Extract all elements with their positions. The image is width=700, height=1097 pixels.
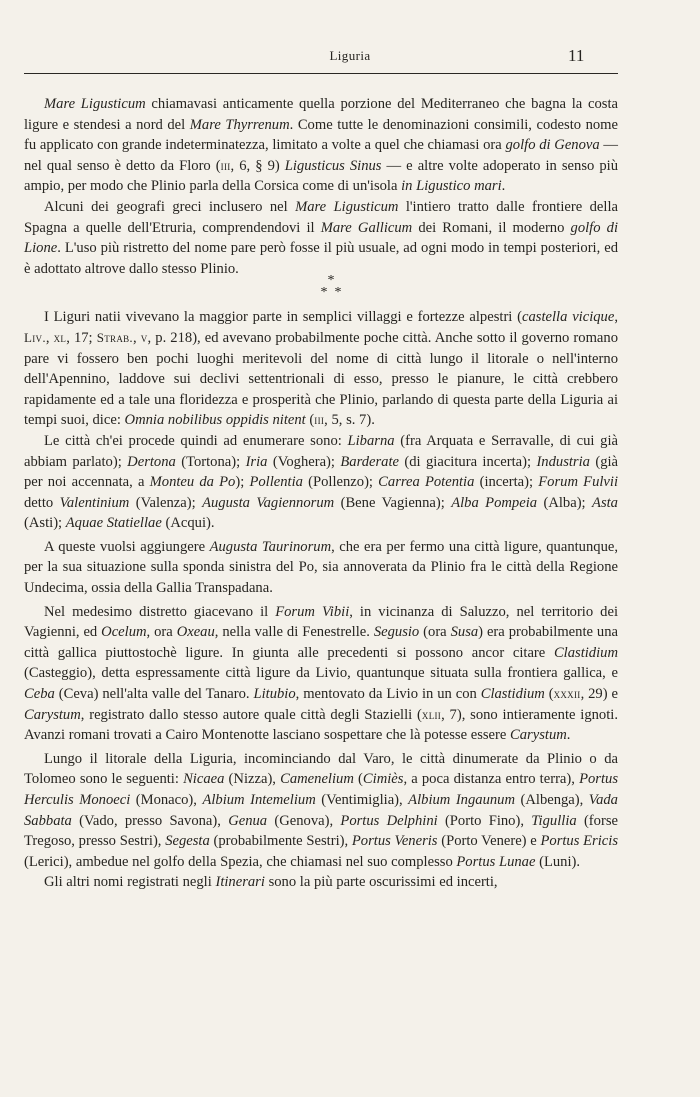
page-header — [0, 48, 700, 70]
paragraph-litorale: Lungo il litorale della Liguria, incominciando dal Varo, le città dinumerate da Plinio o da Tolomeo sono le seguenti: Nicaea (Nizza), Camenelium (Cimiès, a poca distanza entro terra), Portus Herculis Monoeci (Monaco), Albium Intemelium (Ventimiglia), Albium Ingaunum (Albenga), Vada Sabbata (Vado, presso Savona), Genua (Genova), Portus Delphini (Porto Fino), Tigullia (forse Tregoso, presso Sestri), Segesta (probabilmente Sestri), Portus Veneris (Porto Venere) e Portus Ericis (Lerici), ambedue nel golfo della Spezia, che chiamasi nel suo complesso Portus Lunae (Luni). — [24, 750, 618, 870]
paragraph-itinerari: Gli altri nomi registrati negli Itinerari sono la più parte oscurissimi ed incerti, — [44, 874, 498, 891]
paragraph-medesimo-distretto: Nel medesimo distretto giacevano il Forum Vibii, in vicinanza di Saluzzo, nel territorio dei Vagienni, ed Ocelum, ora Oxeau, nella valle di Fenestrelle. Segusio (ora Susa) era probabilmente una città gallica piuttostochè ligure. In giunta alle precedenti si possono ancor citare Clastidium (Casteggio), detta espressamente città ligure da Livio, quantunque situata sulla frontiera gallica, e Ceba (Ceva) nell'alta valle del Tanaro. Litubio, mentovato da Livio in un con Clastidium (xxxii, 29) e Carystum, registrato dallo stesso autore quale città degli Stazielli (xlii, 7), sono intieramente ignoti. Avanzi romani trovati a Cairo Montenotte lasciano sospettare che là potesse essere Carystum. — [24, 603, 618, 744]
paragraph-citta-enumerate: Le città ch'ei procede quindi ad enumerare sono: Libarna (fra Arquata e Serravalle, di cui già abbiam parlato); Dertona (Tortona); Iria (Voghera); Barderate (di giacitura incerta); Industria (già per noi accennata, a Monteu da Po); Pollentia (Pollenzo); Carrea Potentia (incerta); Forum Fulvii detto Valentinium (Valenza); Augusta Vagiennorum (Bene Vagienna); Alba Pompeia (Alba); Asta (Asti); Aquae Statiellae (Acqui). — [24, 432, 619, 532]
paragraph-liguri-natii: I Liguri natii vivevano la maggior parte in semplici villaggi e fortezze alpestri (castella vicique, Liv., xl, 17; Strab., v, p. 218), ed avevano probabilmente poche città. Anche sotto il governo romano pare vi fossero ben pochi luoghi meritevoli del nome di città lungo il litorale o nell'interno dell'Apennino, laddove sui declivi settentrionali di esso, presso le pianure, le città crebbero rapidamente ed a tale una floridezza e prosperità che Plinio, parlando di questa parte della Liguria ai tempi suoi, dice: Omnia nobilibus oppidis nitent (iii, 5, s. 7). — [24, 309, 619, 429]
section-divider: * * * — [320, 273, 342, 301]
page-number: 11 — [568, 46, 585, 65]
paragraph-geografi-greci: Alcuni dei geografi greci inclusero nel Mare Ligusticum l'intiero tratto dalle frontiere della Spagna a quelle dell'Etruria, comprendendovi il Mare Gallicum dei Romani, il moderno golfo di Lione. L'uso più ristretto del nome pare però fosse il più usuale, ad ogni modo in tempi posteriori, ed è adottato altrove dallo stesso Plinio. — [24, 198, 619, 277]
paragraph-mare-ligusticum: Mare Ligusticum chiamavasi anticamente quella porzione del Mediterraneo che bagna la costa ligure e stendesi a nord del Mare Thyrrenum. Come tutte le denominazioni consimili, codesto nome fu applicato con grande indeterminatezza, limitato a volte a quel che chiamasi ora golfo di Genova — nel qual senso è detto da Floro (iii, 6, § 9) Ligusticus Sinus — e altre volte adoperato in senso più ampio, per modo che Plinio parla della Corsica come di un'isola in Ligustico mari. — [24, 96, 619, 195]
header-rule — [24, 73, 618, 74]
paragraph-augusta-taurinorum: A queste vuolsi aggiungere Augusta Taurinorum, che era per fermo una città ligure, quantunque, per la sua situazione sulla sponda sinistra del Po, sia annoverata da Plinio fra le città della Regione Undecima, ossia della Gallia Transpadana. — [24, 538, 618, 597]
body-text — [24, 94, 618, 893]
running-title: Liguria — [329, 48, 371, 63]
